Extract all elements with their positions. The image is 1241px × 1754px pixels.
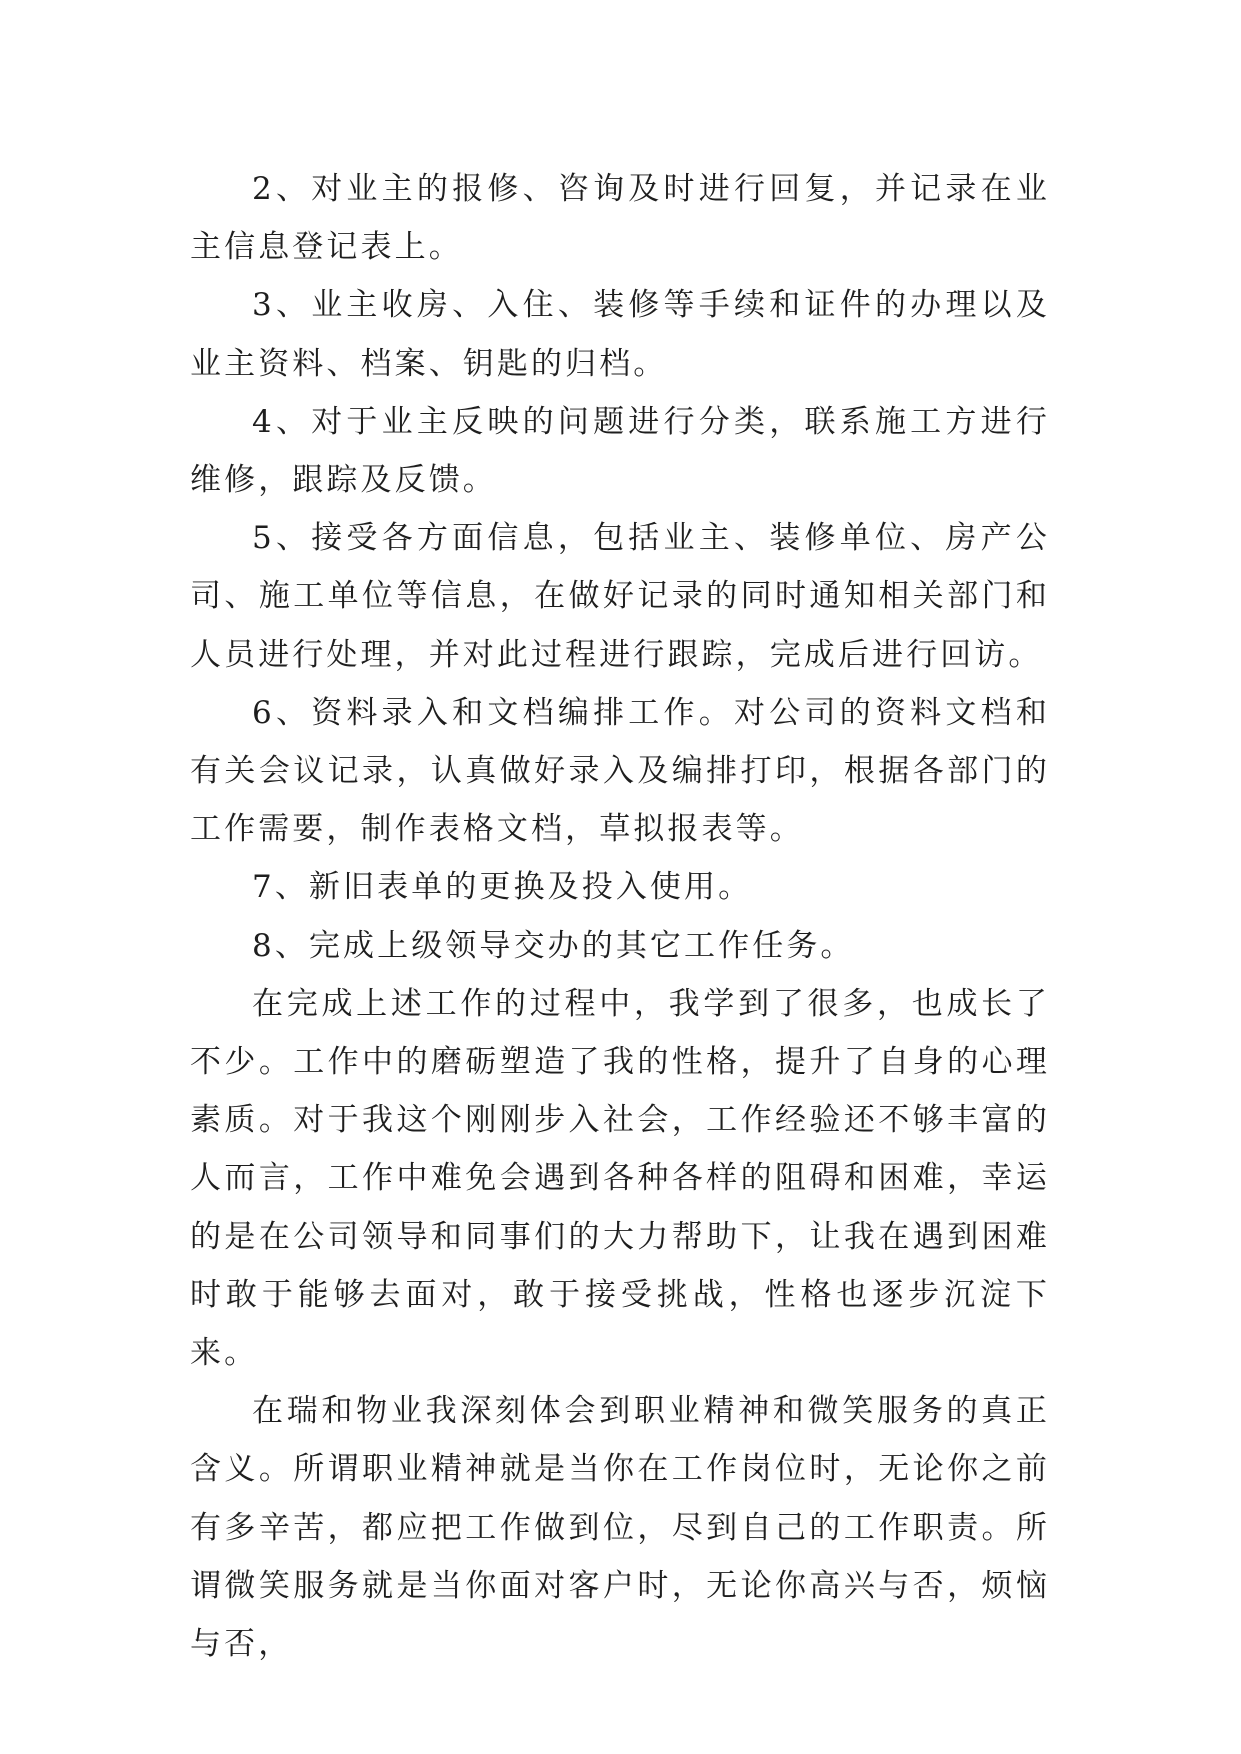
paragraph-growth: 在完成上述工作的过程中，我学到了很多，也成长了不少。工作中的磨砺塑造了我的性格，提升了自身的心理素质。对于我这个刚刚步入社会，工作经验还不够丰富的人而言，工作中难免会遇到各种各样的阻碍和困难，幸运的是在公司领导和同事们的大力帮助下，让我在遇到困难时敢于能够去面对，敢于接受挑战，性格也逐步沉淀下来。 bbox=[190, 985, 1050, 1372]
paragraph-item-5: 5、接受各方面信息，包括业主、装修单位、房产公司、施工单位等信息，在做好记录的同时通知相关部门和人员进行处理，并对此过程进行跟踪，完成后进行回访。 bbox=[190, 520, 1050, 673]
paragraph-item-2: 2、对业主的报修、咨询及时进行回复，并记录在业主信息登记表上。 bbox=[190, 171, 1050, 266]
document-body bbox=[190, 160, 1050, 1673]
paragraph-item-3: 3、业主收房、入住、装修等手续和证件的办理以及业主资料、档案、钥匙的归档。 bbox=[190, 287, 1050, 382]
paragraph-item-8: 8、完成上级领导交办的其它工作任务。 bbox=[252, 927, 855, 964]
paragraph-professionalism: 在瑞和物业我深刻体会到职业精神和微笑服务的真正含义。所谓职业精神就是当你在工作岗位时，无论你之前有多辛苦，都应把工作做到位，尽到自己的工作职责。所谓微笑服务就是当你面对客户时，无论你高兴与否，烦恼与否， bbox=[190, 1393, 1050, 1663]
paragraph-item-6: 6、资料录入和文档编排工作。对公司的资料文档和有关会议记录，认真做好录入及编排打印，根据各部门的工作需要，制作表格文档，草拟报表等。 bbox=[190, 694, 1050, 848]
paragraph-item-7: 7、新旧表单的更换及投入使用。 bbox=[252, 869, 753, 906]
paragraph-item-4: 4、对于业主反映的问题进行分类，联系施工方进行维修，跟踪及反馈。 bbox=[190, 403, 1050, 499]
